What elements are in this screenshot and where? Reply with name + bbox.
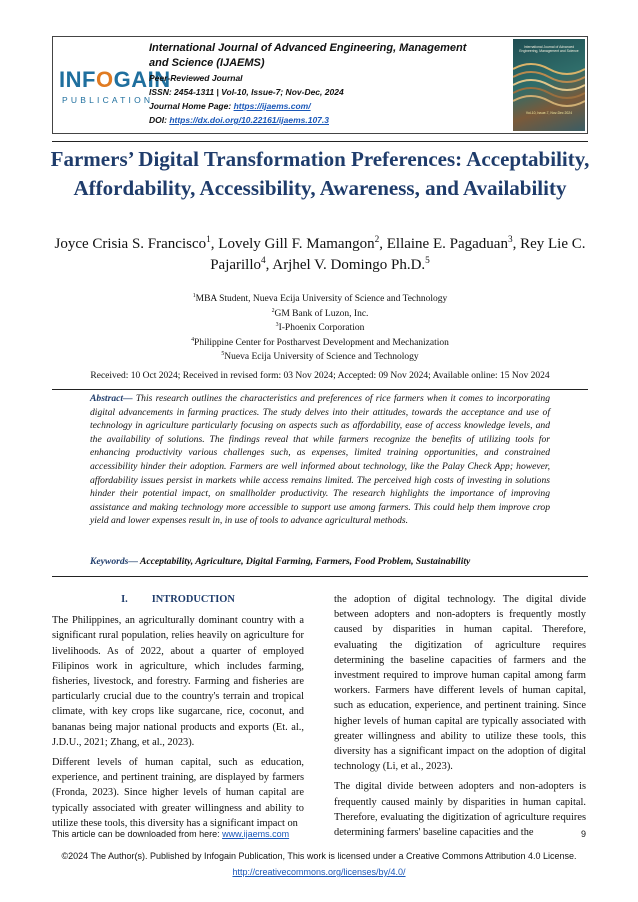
author-name: Lovely Gill F. Mamangon <box>218 236 375 252</box>
keywords-text: Acceptability, Agriculture, Digital Farming, Farmers, Food Problem, Sustainability <box>137 556 471 567</box>
license-footer <box>20 848 618 880</box>
divider <box>52 141 588 142</box>
page-footer: This article can be downloaded from here: www.ijaems.com 9 <box>52 829 586 839</box>
author-name: Rey Lie C. Pajarillo <box>210 236 586 273</box>
journal-home-link[interactable]: https://ijaems.com/ <box>233 101 311 111</box>
journal-header <box>52 36 588 134</box>
doi: DOI: https://dx.doi.org/10.22161/ijaems.107.3 <box>149 115 329 125</box>
page-number: 9 <box>580 829 586 839</box>
affiliation-line: $^1$MBA Student, Nueva Ecija University of Science and Technology <box>192 292 448 304</box>
author-list: Joyce Crisia S. Francisco$^1$, Lovely Gill F. Mamangon$^2$, Ellaine E. Pagaduan$^3$, Rey Lie C. Pajarillo$^4$, Arjhel V. Domingo Ph.D.$^5$ <box>54 235 586 273</box>
section-heading: I. INTRODUCTION <box>121 594 235 605</box>
author-affiliation-mark: 5 <box>425 256 430 266</box>
author-name: Arjhel V. Domingo Ph.D. <box>272 257 426 273</box>
affiliation-line: $^5$Nueva Ecija University of Science and Technology <box>221 350 419 362</box>
paper-title: Farmers’ Digital Transformation Preferences: Acceptability, Affordability, Accessibility, Awareness, and Availability <box>50 147 590 200</box>
publisher-logo: INFOGAIN PUBLICATION <box>59 67 171 105</box>
license-text: ©2024 The Author(s). Published by Infogain Publication, This work is licensed under a Creative Commons Attribution 4.0 License. <box>61 851 577 861</box>
issn: ISSN: 2454-1311 | Vol-10, Issue-7; Nov-Dec, 2024 <box>149 87 344 97</box>
license-link[interactable]: http://creativecommons.org/licenses/by/4.0/ <box>232 867 406 877</box>
doi-link[interactable]: https://dx.doi.org/10.22161/ijaems.107.3 <box>169 115 329 125</box>
paragraph: the adoption of digital technology. The digital divide between adopters and non-adopters is frequently mostly caused by disparities in human capital. Therefore, evaluating the digitization of agriculture requires determining the baseline capacities of farmers and the investment required to improve human capital among farm workers. Farmers have different levels of human capital, such as education, experience, and pertinent training. Since higher levels of human capital are typically associated with greater willingness and ability to utilize these tools, this diversity has a significant impact on the adoption of digital technology (Li, et al., 2023). <box>334 594 586 773</box>
divider <box>52 576 588 577</box>
journal-website-link[interactable]: www.ijaems.com <box>222 829 290 839</box>
peer-reviewed: Peer-Reviewed Journal <box>149 73 243 83</box>
abstract <box>90 392 550 528</box>
author-affiliation-mark: 2 <box>374 235 380 245</box>
received-dates: Received: 10 Oct 2024; Received in revised form: 03 Nov 2024; Accepted: 09 Nov 2024; Available online: 15 Nov 2024 <box>90 371 550 381</box>
journal-home: Journal Home Page: https://ijaems.com/ <box>149 101 311 111</box>
author-affiliation-mark: 4 <box>261 256 266 266</box>
author-name: Ellaine E. Pagaduan <box>386 236 508 252</box>
affiliation-line: $^2$GM Bank of Luzon, Inc. <box>271 307 369 319</box>
keywords-label: Keywords— <box>90 556 138 567</box>
affiliation-line: $^4$Philippine Center for Postharvest Development and Mechanization <box>191 336 449 348</box>
author-name: Joyce Crisia S. Francisco <box>54 236 207 252</box>
affiliation-line: $^3$I-Phoenix Corporation <box>275 321 365 333</box>
keywords <box>90 556 570 567</box>
affiliations <box>80 292 560 365</box>
journal-title: International Journal of Advanced Engineering, Management and Science (IJAEMS) <box>149 42 467 69</box>
paragraph: The Philippines, an agriculturally dominant country with a significant rural population, relies heavily on agriculture for livelihoods. As of 2022, about a quarter of employed Filipinos work in agriculture, which includes farming, fisheries, livestock, and forestry. Farming and fisheries are particularly crucial due to the country's terrain and tropical climate, with key crops like sugarcane, rice, coconut, and bananas being major national products and exports (Et. al., J.D.U., 2021; Zhang, et al., 2023). <box>52 615 304 748</box>
paragraph: Different levels of human capital, such as education, experience, and pertinent training, are displayed by farmers (Fronda, 2023). Since higher levels of human capital are typically associated with greater willingness and ability to utilize these tools, this diversity has a significant impact on <box>52 757 304 829</box>
author-affiliation-mark: 3 <box>507 235 513 245</box>
right-column <box>334 592 586 845</box>
left-column <box>52 592 304 836</box>
abstract-text: This research outlines the characteristics and preferences of rice farmers when it comes to incorporating digital advancements in farming practices. The study delves into their attitudes, towards the acceptance and use of technology in agriculture particularly focusing on aspects such as affordability, ease of access knowledge levels, and the availability of solutions. The findings reveal that while farmers recognize the benefits of utilizing tools for enhancing productivity various challenges such, as expenses, limited training opportunities, and constrained accessibility hinder their adoption. Farmers are well informed about technology, like the Palay Check App; however, affordability issues persist in markets while access remains limited. The perceived high costs of investing in solutions hinder their potential impact, on smallholder productivity. The research highlights the importance of improving assistance and making technology more accessible to support use among farmers. This could help them improve crop yield and lower expenses result in, in use of tools to advance agricultural methods. <box>90 393 550 527</box>
author-affiliation-mark: 1 <box>206 235 211 245</box>
journal-info <box>149 41 489 127</box>
abstract-label: Abstract— <box>90 393 133 404</box>
journal-cover-image: International Journal of Advanced Engineering, Management and Science Vol-10, Issue-7, Nov-Dec 2024 <box>513 39 585 131</box>
divider <box>52 389 588 390</box>
paragraph: The digital divide between adopters and non-adopters is frequently caused mainly by disparities in human capital. Therefore, evaluating the digitization of agriculture requires determining farmers' baseline capacities and the <box>334 781 586 839</box>
